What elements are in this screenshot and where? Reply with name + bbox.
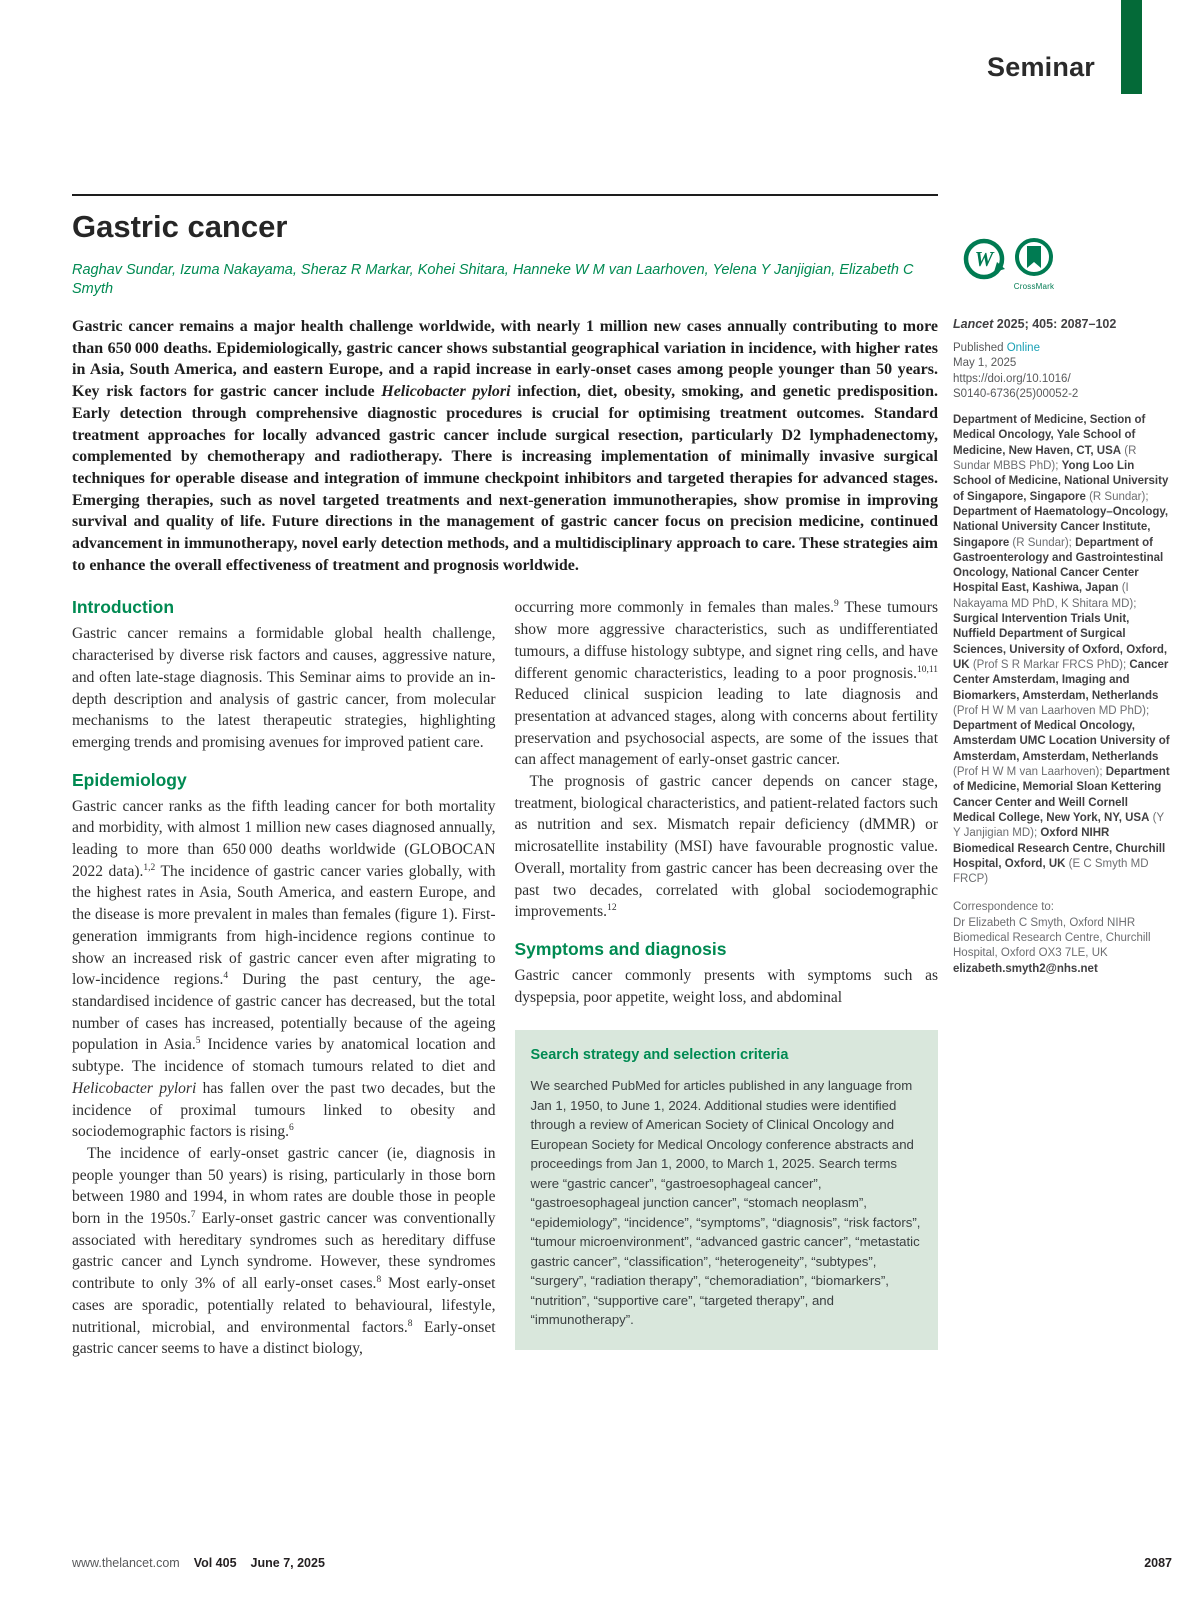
header-rule: [72, 194, 938, 196]
body-paragraph: The incidence of early-onset gastric cancer (ie, diagnosis in people younger than 50 years) is rising, particularly in those born between 1980 and 1994, in whom rates are double those in people born in the 1950s.$^7$ Early-onset gastric cancer was conventionally associated with hereditary syndromes such as hereditary diffuse gastric cancer and Lynch syndrome. However, these syndromes contribute to only 3% of all early-onset cases.$^8$ Most early-onset cases are sporadic, potentially related to behavioural, lifestyle, nutritional, microbial, and environmental factors.$^8$ Early-onset gastric cancer seems to have a distinct biology,: [72, 1144, 496, 1358]
svg-text:W: W: [974, 247, 994, 271]
correspondence-email[interactable]: elizabeth.smyth2@nhs.net: [953, 962, 1098, 975]
page-footer: [72, 1556, 1172, 1570]
body-paragraph: Gastric cancer ranks as the fifth leading cancer for both mortality and morbidity, with almost 1 million new cases diagnosed annually, leading to more than 650 000 deaths worldwide (GLOBOCAN 2022 data).$^{1,2}$ The incidence of gastric cancer varies globally, with the highest rates in Asia, South America, and eastern Europe, and the disease is more prevalent in males than females (figure 1). First-generation immigrants from high-incidence regions continue to show an increased risk of gastric cancer even after migrating to low-incidence regions.$^4$ During the past century, the age-standardised incidence of gastric cancer has decreased, but the total number of cases has increased, potentially because of the ageing population in Asia.$^5$ Incidence varies by anatomical location and subtype. The incidence of stomach tumours related to diet and Helicobacter pylori has fallen over the past two decades, but the incidence of proximal tumours linked to obesity and sociodemographic factors is rising.$^6$: [72, 797, 496, 1141]
doi-line-2[interactable]: S0140-6736(25)00052-2: [953, 387, 1079, 400]
abstract-text: Gastric cancer remains a major health challenge worldwide, with nearly 1 million new cases annually contributing to more than 650 000 deaths. Epidemiologically, gastric cancer shows substantial geographical variation in incidence, with higher rates in Asia, South America, and eastern Europe, and a rapid increase in early-onset cases among people younger than 50 years. Key risk factors for gastric cancer include Helicobacter pylori infection, diet, obesity, smoking, and genetic predisposition. Early detection through comprehensive diagnostic procedures is crucial for optimising treatment outcomes. Standard treatment approaches for locally advanced gastric cancer include surgical resection, particularly D2 lymphadenectomy, complemented by chemotherapy and radiotherapy. There is increasing implementation of minimally invasive surgical techniques for operable disease and integration of immune checkpoint inhibitors and targeted therapies for advanced stages. Emerging therapies, such as novel targeted treatments and next-generation immunotherapies, show promise in improving survival and quality of life. Future directions in the management of gastric cancer focus on precision medicine, continued advancement in immunotherapy, novel early detection methods, and a multidisciplinary approach to care. These strategies aim to enhance the overall effectiveness of treatment and prognosis worldwide.: [72, 318, 939, 574]
footer-site[interactable]: www.thelancet.com: [72, 1556, 180, 1570]
search-strategy-panel: [515, 1030, 939, 1350]
body-columns: [72, 597, 938, 1360]
body-left-column: [72, 597, 496, 1360]
section-kicker: Seminar: [987, 52, 1095, 82]
footer-date: June 7, 2025: [250, 1556, 325, 1570]
published-block: [953, 341, 1170, 402]
green-corner-bar: [1121, 0, 1142, 94]
main-column: [72, 194, 938, 1360]
section-heading: Symptoms and diagnosis: [514, 938, 727, 959]
correspondence-address: Dr Elizabeth C Smyth, Oxford NIHR Biomedical Research Centre, Churchill Hospital, Oxford OX3 7LE, UK: [953, 916, 1151, 960]
margin-sidebar: [953, 194, 1170, 1360]
correspondence-label: Correspondence to:: [953, 901, 1055, 914]
search-panel-title: Search strategy and selection criteria: [530, 1047, 789, 1064]
search-panel-body: We searched PubMed for articles published in any language from Jan 1, 1950, to June 1, 2024. Additional studies were identified through a review of American Society of Clinical Oncology and European Society for Medical Oncology conference abstracts and proceedings from Jan 1, 2000, to March 1, 2025. Search terms were “gastric cancer”, “gastroesophageal cancer”, “gastroesophageal junction cancer”, “stomach neoplasm”, “epidemiology”, “incidence”, “symptoms”, “diagnosis”, “risk factors”, “tumour microenvironment”, “advanced gastric cancer”, “metastatic gastric cancer”, “classification”, “heterogeneity”, “subtypes”, “surgery”, “radiation therapy”, “chemoradiation”, “biomarkers”, “nutrition”, “supportive care”, “targeted therapy”, and “immunotherapy”.: [530, 1078, 921, 1328]
badge-icons-row: [961, 236, 1170, 294]
crossmark-badge[interactable]: [1013, 236, 1055, 294]
published-date: May 1, 2025: [953, 357, 1017, 370]
footer-left: [72, 1556, 339, 1570]
footer-volume: Vol 405: [193, 1556, 237, 1570]
citation-line: Lancet 2025; 405: 2087–102: [953, 317, 1117, 331]
section-heading: Introduction: [72, 597, 175, 618]
page-number: 2087: [1144, 1556, 1172, 1570]
author-list: Raghav Sundar, Izuma Nakayama, Sheraz R Markar, Kohei Shitara, Hanneke W M van Laarhoven, Yelena Y Janjigian, Elizabeth C Smyth: [72, 262, 914, 297]
doi-line-1[interactable]: https://doi.org/10.1016/: [953, 372, 1071, 385]
correspondence-block: [953, 900, 1170, 976]
crossmark-label: CrossMark: [1013, 282, 1055, 291]
body-paragraph: occurring more commonly in females than males.$^9$ These tumours show more aggressive characteristics, such as undifferentiated tumours, a diffuse histology subtype, and signet ring cells, and have different genomic characteristics, leading to a poor prognosis.$^{10,11}$ Reduced clinical suspicion leading to late diagnosis and presentation at advanced stages, along with concerns about fertility preservation and psychosocial aspects, are some of the issues that can affect management of early-onset gastric cancer.: [514, 599, 938, 769]
online-link[interactable]: Online: [1006, 342, 1040, 354]
section-heading: Epidemiology: [72, 769, 187, 790]
body-paragraph: The prognosis of gastric cancer depends on cancer stage, treatment, biological characteristics, and patient-related factors such as nutrition and sex. Mismatch repair deficiency (dMMR) or microsatellite instability (MSI) have favourable prognostic value. Overall, mortality from gastric cancer has been decreasing over the past two decades, correlated with global sociodemographic improvements.$^{12}$: [514, 773, 938, 921]
content-grid: [72, 194, 1170, 1360]
body-right-flow: [515, 597, 939, 1008]
body-paragraph: Gastric cancer remains a formidable global health challenge, characterised by diverse risk factors and causes, aggressive nature, and often late-stage diagnosis. This Seminar aims to provide an in-depth description and analysis of gastric cancer, from molecular mechanisms to the latest therapeutic strategies, highlighting emerging trends and promising avenues for improved patient care.: [72, 625, 496, 751]
article-title: Gastric cancer: [72, 209, 288, 244]
body-paragraph: Gastric cancer commonly presents with symptoms such as dyspepsia, poor appetite, weight loss, and abdominal: [514, 966, 938, 1006]
w-badge-icon[interactable]: [961, 236, 1007, 287]
published-online-line: Published Online: [953, 342, 1040, 354]
body-right-column: [515, 597, 939, 1360]
affiliations-text: Department of Medicine, Section of Medical Oncology, Yale School of Medicine, New Haven, CT, USA (R Sundar MBBS PhD); Yong Loo Lin School of Medicine, National University of Singapore, Singapore (R Sundar); Department of Haematology–Oncology, National University Cancer Institute, Singapore (R Sundar); Department of Gastroenterology and Gastrointestinal Oncology, National Cancer Center Hospital East, Kashiwa, Japan (I Nakayama MD PhD, K Shitara MD); Surgical Intervention Trials Unit, Nuffield Department of Surgical Sciences, University of Oxford, Oxford, UK (Prof S R Markar FRCS PhD); Cancer Center Amsterdam, Imaging and Biomarkers, Amsterdam, Netherlands (Prof H W M van Laarhoven MD PhD); Department of Medical Oncology, Amsterdam UMC Location University of Amsterdam, Amsterdam, Netherlands (Prof H W M van Laarhoven); Department of Medicine, Memorial Sloan Kettering Cancer Center and Weill Cornell Medical College, New York, NY, USA (Y Y Janjigian MD); Oxford NIHR Biomedical Research Centre, Churchill Hospital, Oxford, UK (E C Smyth MD FRCP): [953, 414, 1170, 886]
